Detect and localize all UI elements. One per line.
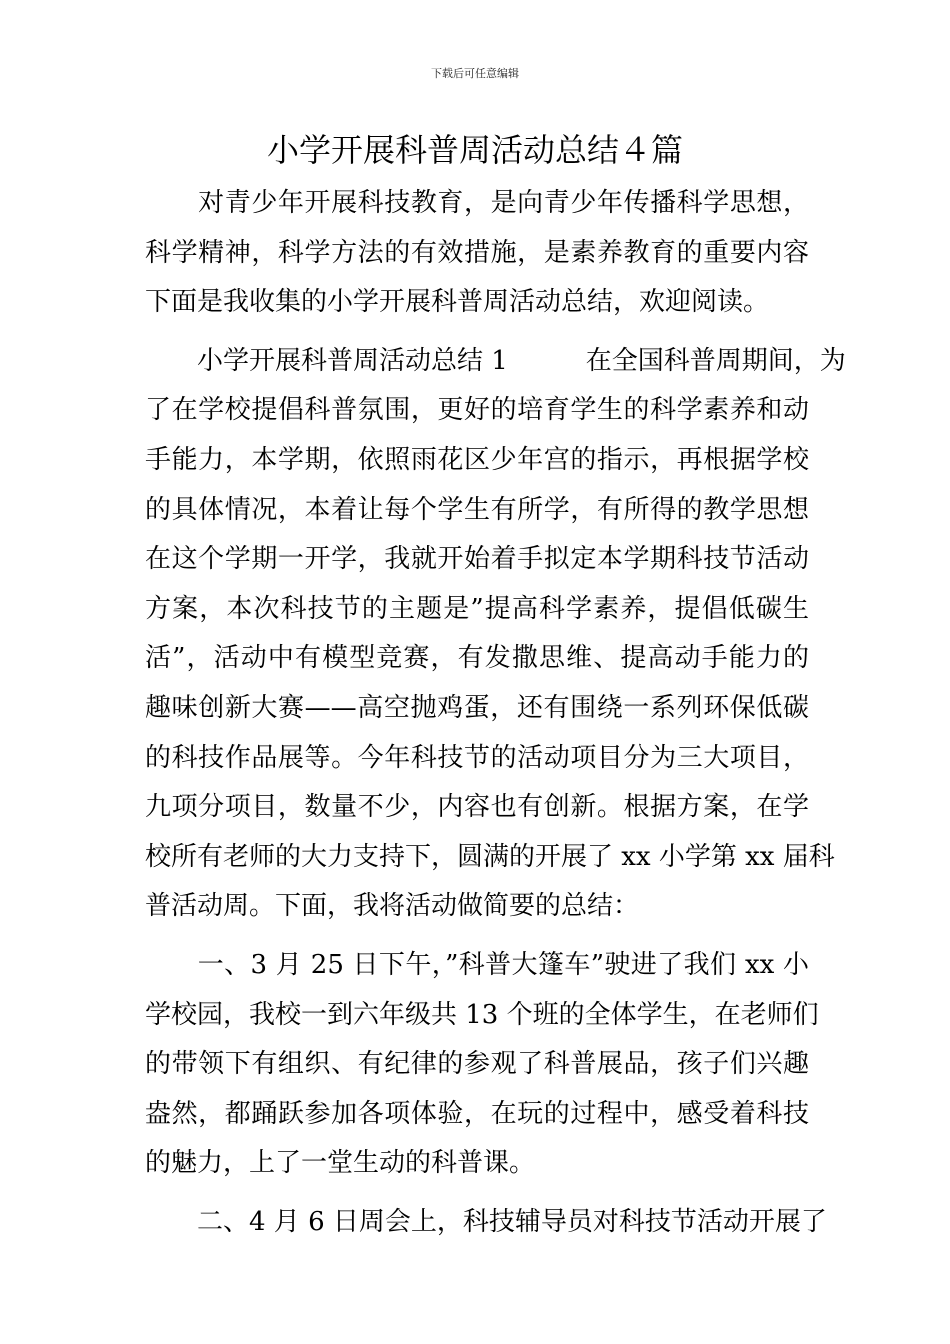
- body-line: 在这个学期一开学，我就开始着手拟定本学期科技节活动: [145, 544, 809, 575]
- body-line: 活”，活动中有模型竞赛，有发撒思维、提高动手能力的: [145, 643, 809, 674]
- body-line: 学校园，我校一到六年级共 13 个班的全体学生，在老师们: [145, 999, 819, 1030]
- body-line: 的魅力，上了一堂生动的科普课。: [145, 1148, 536, 1179]
- body-line: 手能力，本学期，依照雨花区少年宫的指示，再根据学校: [145, 444, 809, 475]
- body-line: 普活动周。下面，我将活动做简要的总结：: [145, 891, 640, 922]
- document-body: [145, 179, 846, 1247]
- body-line: 了在学校提倡科普氛围，更好的培育学生的科学素养和动: [145, 395, 809, 426]
- body-line: 下面是我收集的小学开展科普周活动总结，欢迎阅读。: [145, 287, 770, 318]
- body-line: 一、3 月 25 日下午，”科普大篷车”驶进了我们 xx 小: [145, 949, 809, 980]
- body-line: 二、4 月 6 日周会上，科技辅导员对科技节活动开展了: [145, 1206, 827, 1237]
- body-line: 小学开展科普周活动总结 1 在全国科普周期间，为: [145, 345, 846, 376]
- body-line: 的具体情况，本着让每个学生有所学，有所得的教学思想: [145, 494, 809, 525]
- body-line: 科学精神，科学方法的有效措施，是素养教育的重要内容: [145, 237, 809, 268]
- body-line: 校所有老师的大力支持下，圆满的开展了 xx 小学第 xx 届科: [145, 841, 835, 872]
- body-line: 九项分项目，数量不少，内容也有创新。根据方案，在学: [145, 792, 809, 823]
- body-line: 方案，本次科技节的主题是”提高科学素养，提倡低碳生: [145, 593, 809, 624]
- body-line: 的带领下有组织、有纪律的参观了科普展品，孩子们兴趣: [145, 1049, 809, 1080]
- body-line: 趣味创新大赛——高空抛鸡蛋，还有围绕一系列环保低碳: [145, 692, 809, 723]
- body-line: 的科技作品展等。今年科技节的活动项目分为三大项目，: [145, 742, 809, 773]
- body-line: 对青少年开展科技教育，是向青少年传播科学思想，: [145, 188, 809, 218]
- header-note: 下载后可任意编辑: [431, 67, 519, 80]
- body-line: 盎然，都踊跃参加各项体验，在玩的过程中，感受着科技: [145, 1098, 809, 1129]
- document-title: 小学开展科普周活动总结４篇: [266, 131, 683, 169]
